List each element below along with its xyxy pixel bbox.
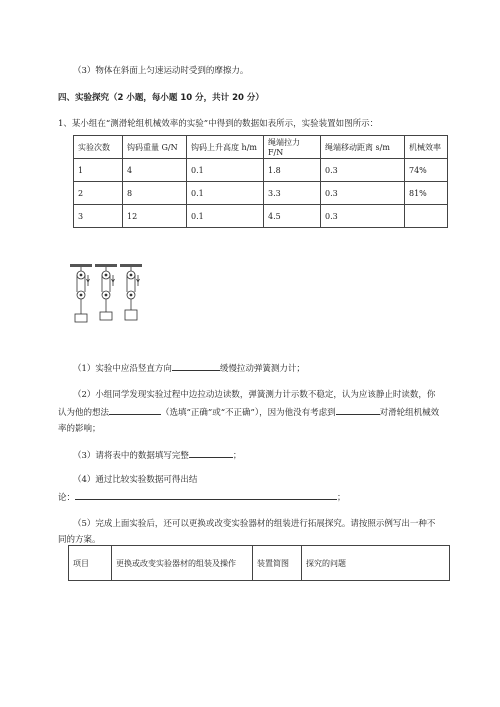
pulley-apparatus-illustration	[70, 262, 142, 324]
table-row	[74, 205, 448, 228]
table-cell: 2	[74, 182, 123, 205]
answer-blank-2b[interactable]	[336, 405, 380, 415]
question-1-intro: 1、某小组在“测滑轮组机械效率的实验”中得到的数据如表所示，实验装置如图所示：	[58, 119, 379, 129]
table-cell: 0.3	[321, 159, 405, 182]
sub-question-2-text-a: 认为他的想法	[58, 408, 110, 418]
sub-question-1	[73, 361, 305, 374]
ceiling-supports	[70, 264, 142, 267]
sub-question-2-line-2	[58, 405, 439, 418]
sub-question-4-suffix: ；	[337, 493, 346, 503]
table-cell: 1	[74, 159, 123, 182]
answer-blank-2a[interactable]	[109, 405, 161, 415]
table-cell: 4.5	[264, 205, 321, 228]
extension-header-operation-text: 更换或改变实验器材的组装及操作	[116, 558, 236, 568]
sub-question-4-line-1: （4）通过比较实验数据可得出结	[73, 475, 198, 485]
table-cell: 0.1	[187, 182, 264, 205]
table-header-cell: 绳端移动距离 s/m	[321, 136, 405, 159]
extension-header-question: 探究的问题	[302, 546, 450, 581]
sub-question-3-prefix: （3）请将表中的数据填写完整	[73, 451, 189, 461]
table-cell: 3.3	[264, 182, 321, 205]
extension-header-diagram: 装置简图	[253, 546, 302, 581]
table-header-cell: 钩码上升高度 h/m	[187, 136, 264, 159]
table-cell: 0.1	[187, 205, 264, 228]
table-header-cell: 机械效率	[405, 136, 448, 159]
sub-question-4-label: 论：	[58, 493, 76, 503]
table-header-cell: 绳端拉力 F/N	[264, 136, 321, 159]
section-title: 四、实验探究（2 小题，每小题 10 分，共计 20 分）	[58, 93, 264, 103]
sub-question-3-suffix: ；	[232, 451, 242, 461]
table-cell: 0.3	[321, 205, 405, 228]
table-header-row	[74, 136, 448, 159]
data-table	[73, 135, 448, 228]
table-cell: 0.3	[321, 182, 405, 205]
sub-question-1-suffix: 缓慢拉动弹簧测力计；	[219, 364, 305, 374]
sub-question-4-line-2	[58, 490, 346, 503]
sub-question-5-line-1: （5）完成上面实验后，还可以更换或改变实验器材的组装进行拓展探究。请按照示例写出一种不	[73, 519, 436, 529]
table-cell: 0.1	[187, 159, 264, 182]
table-cell	[405, 205, 448, 228]
table-header-cell: 钩码重量 G/N	[123, 136, 187, 159]
extension-header-item: 项目	[69, 546, 112, 581]
extension-header-operation	[112, 546, 253, 581]
answer-blank-3[interactable]	[189, 448, 233, 458]
sub-question-5-line-2: 同的方案。	[58, 535, 101, 545]
table-cell: 3	[74, 205, 123, 228]
table-row	[74, 182, 448, 205]
table-cell: 4	[123, 159, 187, 182]
sub-question-2-line-1: （2）小组同学发现实验过程中边拉动边读数，弹簧测力计示数不稳定，认为应该静止时读数，你	[73, 390, 436, 400]
table-cell: 81%	[405, 182, 448, 205]
table-header-cell: 实验次数	[74, 136, 123, 159]
q3-item: （3）物体在斜面上匀速运动时受到的摩擦力。	[73, 66, 249, 76]
table-cell: 8	[123, 182, 187, 205]
table-cell: 74%	[405, 159, 448, 182]
sub-question-1-prefix: （1）实验中应沿竖直方向	[73, 364, 172, 374]
table-cell: 1.8	[264, 159, 321, 182]
answer-blank-4[interactable]	[75, 490, 337, 500]
sub-question-2-text-b: （选填“正确”或“不正确”），因为他没有考虑到	[161, 408, 336, 418]
extension-table-header-row	[69, 546, 450, 581]
sub-question-2-text-c: 对滑轮组机械效	[379, 408, 440, 418]
extension-table	[68, 545, 450, 581]
answer-blank-1[interactable]	[172, 361, 220, 371]
sub-question-3	[73, 448, 241, 461]
sub-question-2-line-3: 率的影响；	[58, 424, 101, 434]
table-row	[74, 159, 448, 182]
table-cell: 12	[123, 205, 187, 228]
